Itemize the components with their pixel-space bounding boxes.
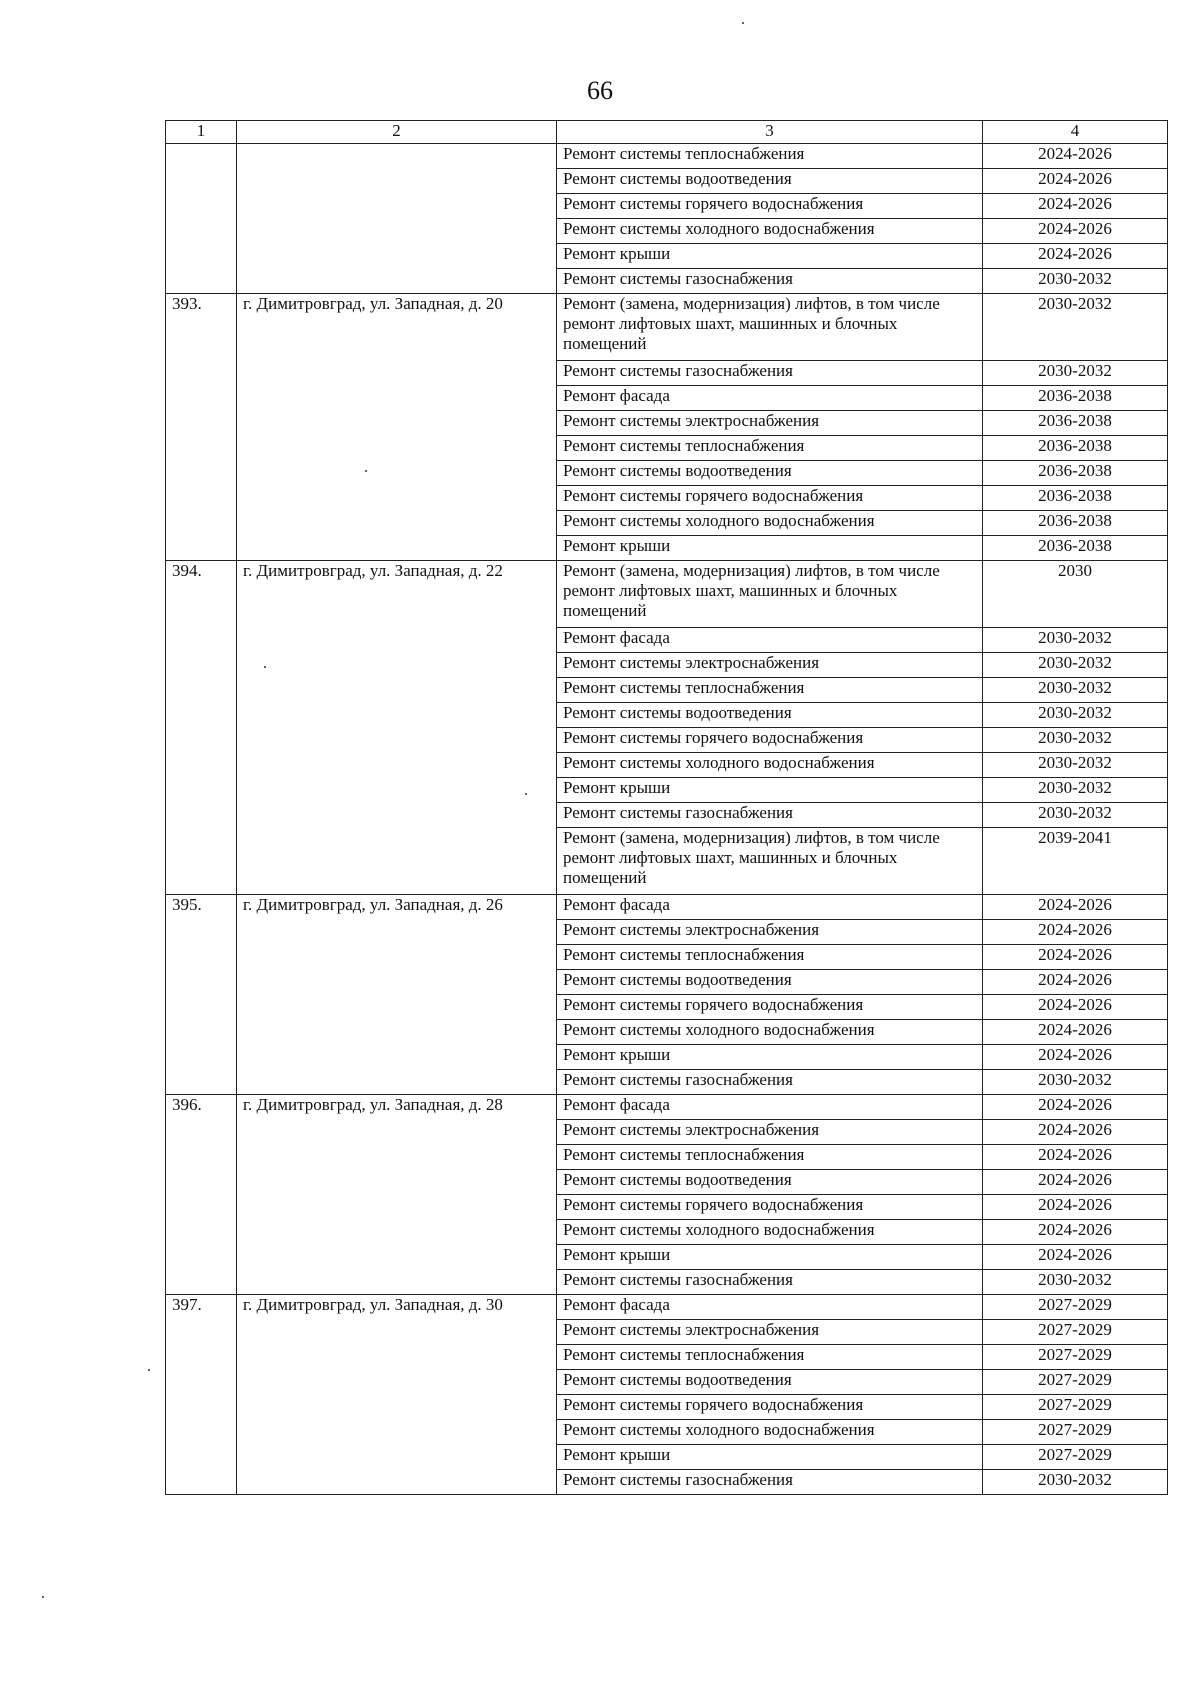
work-period: 2024-2026 bbox=[983, 1220, 1168, 1245]
work-type: Ремонт системы водоотведения bbox=[557, 1170, 983, 1195]
building-address: г. Димитровград, ул. Западная, д. 30 bbox=[237, 1295, 557, 1495]
work-type: Ремонт системы газоснабжения bbox=[557, 269, 983, 294]
table-row bbox=[166, 1295, 1168, 1320]
building-address bbox=[237, 144, 557, 294]
item-number: 393. bbox=[166, 294, 237, 561]
item-number: 396. bbox=[166, 1095, 237, 1295]
work-period: 2024-2026 bbox=[983, 219, 1168, 244]
column-header-work: 3 bbox=[557, 121, 983, 144]
work-period: 2024-2026 bbox=[983, 970, 1168, 995]
header-row bbox=[166, 121, 1168, 144]
work-period: 2027-2029 bbox=[983, 1395, 1168, 1420]
item-number: 395. bbox=[166, 895, 237, 1095]
work-period: 2024-2026 bbox=[983, 1120, 1168, 1145]
work-period: 2030-2032 bbox=[983, 1070, 1168, 1095]
work-period: 2024-2026 bbox=[983, 920, 1168, 945]
work-period: 2030-2032 bbox=[983, 703, 1168, 728]
work-type: Ремонт системы газоснабжения bbox=[557, 803, 983, 828]
column-header-number: 1 bbox=[166, 121, 237, 144]
work-type: Ремонт системы электроснабжения bbox=[557, 653, 983, 678]
work-type: Ремонт фасада bbox=[557, 1095, 983, 1120]
work-type: Ремонт системы газоснабжения bbox=[557, 361, 983, 386]
work-type: Ремонт системы горячего водоснабжения bbox=[557, 995, 983, 1020]
column-header-address: 2 bbox=[237, 121, 557, 144]
building-address: г. Димитровград, ул. Западная, д. 20 bbox=[237, 294, 557, 561]
work-type: Ремонт (замена, модернизация) лифтов, в том числе ремонт лифтовых шахт, машинных и блочных помещений bbox=[557, 294, 983, 361]
work-period: 2030-2032 bbox=[983, 269, 1168, 294]
work-type: Ремонт системы теплоснабжения bbox=[557, 436, 983, 461]
work-type: Ремонт крыши bbox=[557, 1045, 983, 1070]
work-period: 2030-2032 bbox=[983, 753, 1168, 778]
work-type: Ремонт системы газоснабжения bbox=[557, 1270, 983, 1295]
work-type: Ремонт системы электроснабжения bbox=[557, 1320, 983, 1345]
work-period: 2027-2029 bbox=[983, 1445, 1168, 1470]
work-period: 2030-2032 bbox=[983, 678, 1168, 703]
building-address: г. Димитровград, ул. Западная, д. 22 bbox=[237, 561, 557, 895]
work-type: Ремонт системы холодного водоснабжения bbox=[557, 219, 983, 244]
work-period: 2030-2032 bbox=[983, 628, 1168, 653]
work-period: 2027-2029 bbox=[983, 1345, 1168, 1370]
work-period: 2024-2026 bbox=[983, 1145, 1168, 1170]
work-period: 2030-2032 bbox=[983, 1270, 1168, 1295]
work-period: 2036-2038 bbox=[983, 536, 1168, 561]
work-period: 2030-2032 bbox=[983, 803, 1168, 828]
scan-speck bbox=[264, 666, 266, 668]
work-type: Ремонт системы теплоснабжения bbox=[557, 945, 983, 970]
table-row bbox=[166, 561, 1168, 628]
work-type: Ремонт системы теплоснабжения bbox=[557, 1145, 983, 1170]
work-period: 2027-2029 bbox=[983, 1320, 1168, 1345]
work-type: Ремонт системы теплоснабжения bbox=[557, 144, 983, 169]
work-type: Ремонт системы горячего водоснабжения bbox=[557, 1195, 983, 1220]
work-type: Ремонт системы водоотведения bbox=[557, 1370, 983, 1395]
work-type: Ремонт фасада bbox=[557, 1295, 983, 1320]
work-period: 2036-2038 bbox=[983, 461, 1168, 486]
work-period: 2027-2029 bbox=[983, 1295, 1168, 1320]
work-type: Ремонт (замена, модернизация) лифтов, в том числе ремонт лифтовых шахт, машинных и блочных помещений bbox=[557, 828, 983, 895]
work-period: 2036-2038 bbox=[983, 436, 1168, 461]
table-header bbox=[166, 121, 1168, 144]
page-number: 66 bbox=[587, 76, 613, 105]
scan-speck bbox=[742, 22, 744, 24]
building-address: г. Димитровград, ул. Западная, д. 28 bbox=[237, 1095, 557, 1295]
work-type: Ремонт системы холодного водоснабжения bbox=[557, 753, 983, 778]
work-period: 2024-2026 bbox=[983, 169, 1168, 194]
work-period: 2024-2026 bbox=[983, 1045, 1168, 1070]
work-period: 2024-2026 bbox=[983, 995, 1168, 1020]
work-type: Ремонт системы водоотведения bbox=[557, 169, 983, 194]
work-type: Ремонт системы горячего водоснабжения bbox=[557, 486, 983, 511]
work-type: Ремонт системы газоснабжения bbox=[557, 1070, 983, 1095]
table-body bbox=[166, 144, 1168, 1495]
works-table bbox=[165, 120, 1168, 1495]
work-period: 2024-2026 bbox=[983, 1170, 1168, 1195]
work-period: 2030-2032 bbox=[983, 1470, 1168, 1495]
work-period: 2027-2029 bbox=[983, 1370, 1168, 1395]
scan-speck bbox=[148, 1369, 150, 1371]
work-type: Ремонт системы водоотведения bbox=[557, 703, 983, 728]
work-type: Ремонт системы электроснабжения bbox=[557, 1120, 983, 1145]
work-period: 2030-2032 bbox=[983, 728, 1168, 753]
work-type: Ремонт системы холодного водоснабжения bbox=[557, 1220, 983, 1245]
scan-speck bbox=[42, 1596, 44, 1598]
work-type: Ремонт крыши bbox=[557, 778, 983, 803]
work-type: Ремонт системы горячего водоснабжения bbox=[557, 194, 983, 219]
work-type: Ремонт системы холодного водоснабжения bbox=[557, 1420, 983, 1445]
work-type: Ремонт системы горячего водоснабжения bbox=[557, 1395, 983, 1420]
work-type: Ремонт фасада bbox=[557, 895, 983, 920]
work-type: Ремонт системы теплоснабжения bbox=[557, 1345, 983, 1370]
item-number bbox=[166, 144, 237, 294]
item-number: 394. bbox=[166, 561, 237, 895]
work-type: Ремонт фасада bbox=[557, 628, 983, 653]
work-period: 2030-2032 bbox=[983, 653, 1168, 678]
work-period: 2024-2026 bbox=[983, 1095, 1168, 1120]
work-type: Ремонт крыши bbox=[557, 244, 983, 269]
building-address: г. Димитровград, ул. Западная, д. 26 bbox=[237, 895, 557, 1095]
work-type: Ремонт системы водоотведения bbox=[557, 970, 983, 995]
work-period: 2036-2038 bbox=[983, 411, 1168, 436]
work-type: Ремонт крыши bbox=[557, 536, 983, 561]
work-period: 2024-2026 bbox=[983, 194, 1168, 219]
work-type: Ремонт системы горячего водоснабжения bbox=[557, 728, 983, 753]
work-type: Ремонт системы холодного водоснабжения bbox=[557, 511, 983, 536]
work-type: Ремонт (замена, модернизация) лифтов, в том числе ремонт лифтовых шахт, машинных и блочных помещений bbox=[557, 561, 983, 628]
work-period: 2030-2032 bbox=[983, 294, 1168, 361]
work-period: 2030-2032 bbox=[983, 361, 1168, 386]
work-type: Ремонт крыши bbox=[557, 1245, 983, 1270]
table-row bbox=[166, 1095, 1168, 1120]
work-period: 2024-2026 bbox=[983, 895, 1168, 920]
work-period: 2024-2026 bbox=[983, 945, 1168, 970]
work-type: Ремонт системы водоотведения bbox=[557, 461, 983, 486]
work-period: 2030-2032 bbox=[983, 778, 1168, 803]
item-number: 397. bbox=[166, 1295, 237, 1495]
work-period: 2036-2038 bbox=[983, 486, 1168, 511]
table-row bbox=[166, 294, 1168, 361]
work-period: 2024-2026 bbox=[983, 244, 1168, 269]
scan-speck bbox=[365, 470, 367, 472]
table-row bbox=[166, 144, 1168, 169]
work-period: 2036-2038 bbox=[983, 511, 1168, 536]
work-period: 2039-2041 bbox=[983, 828, 1168, 895]
work-period: 2036-2038 bbox=[983, 386, 1168, 411]
work-period: 2024-2026 bbox=[983, 1195, 1168, 1220]
work-period: 2024-2026 bbox=[983, 144, 1168, 169]
table-row bbox=[166, 895, 1168, 920]
work-type: Ремонт системы электроснабжения bbox=[557, 920, 983, 945]
scan-speck bbox=[525, 793, 527, 795]
work-period: 2024-2026 bbox=[983, 1245, 1168, 1270]
work-type: Ремонт системы электроснабжения bbox=[557, 411, 983, 436]
work-period: 2030 bbox=[983, 561, 1168, 628]
work-period: 2027-2029 bbox=[983, 1420, 1168, 1445]
work-type: Ремонт системы газоснабжения bbox=[557, 1470, 983, 1495]
work-type: Ремонт системы теплоснабжения bbox=[557, 678, 983, 703]
work-type: Ремонт фасада bbox=[557, 386, 983, 411]
work-period: 2024-2026 bbox=[983, 1020, 1168, 1045]
work-type: Ремонт системы холодного водоснабжения bbox=[557, 1020, 983, 1045]
column-header-period: 4 bbox=[983, 121, 1168, 144]
work-type: Ремонт крыши bbox=[557, 1445, 983, 1470]
